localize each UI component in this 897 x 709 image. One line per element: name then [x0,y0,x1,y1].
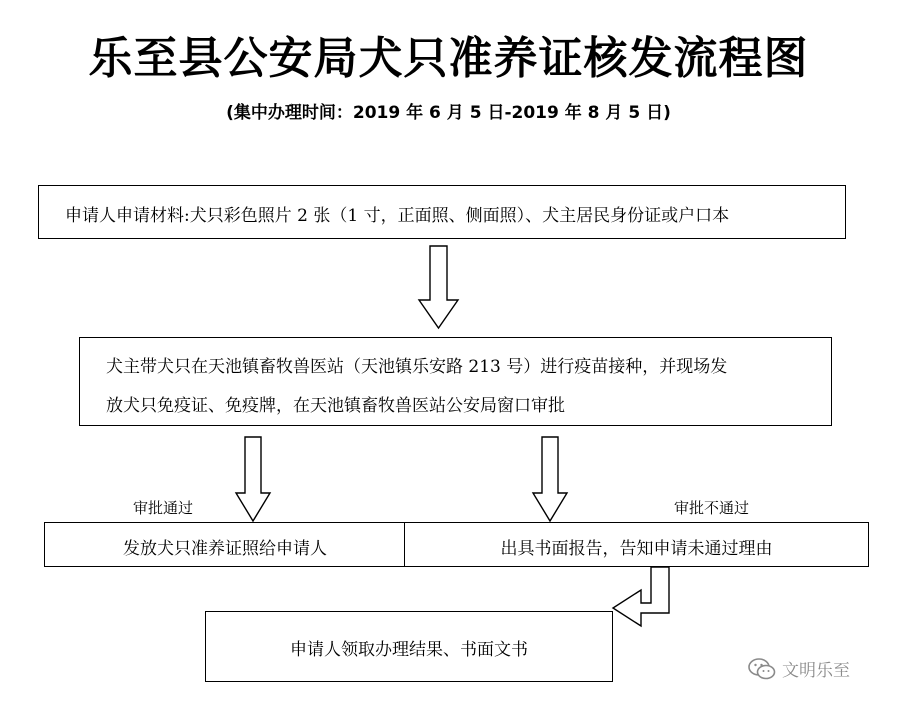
page-title: 乐至县公安局犬只准养证核发流程图 [88,33,809,84]
label-rejected: 审批不通过 [674,499,750,517]
arrow-rejected-to-collect [613,567,669,626]
watermark [748,656,850,681]
label-approved: 审批通过 [133,499,194,517]
watermark-text: 文明乐至 [782,661,850,681]
step-rejected-box [404,522,869,567]
page-subtitle: (集中办理时间：2019 年 6 月 5 日-2019 年 8 月 5 日) [226,103,671,123]
step-vaccinate-line2: 放犬只免疫证、免疫牌，在天池镇畜牧兽医站公安局窗口审批 [106,396,565,416]
step-approved-text: 发放犬只准养证照给申请人 [123,539,327,559]
step-vaccinate-line1: 犬主带犬只在天池镇畜牧兽医站（天池镇乐安路 213 号）进行疫苗接种，并现场发 [106,357,728,377]
step-collect-text: 申请人领取办理结果、书面文书 [290,640,528,660]
step-vaccinate-box [79,337,832,426]
arrow-to-rejected [533,437,567,521]
wechat-icon [748,657,776,681]
step-collect-box [205,611,613,682]
step-apply-text: 申请人申请材料:犬只彩色照片 2 张（1 寸，正面照、侧面照）、犬主居民身份证或户口本 [65,206,730,226]
arrow-to-approved [236,437,270,521]
step-rejected-text: 出具书面报告，告知申请未通过理由 [500,539,773,559]
step-approved-box [44,522,406,567]
arrow-apply-to-vaccinate [419,246,458,328]
step-vaccinate-text [106,348,821,426]
step-apply-box [38,185,846,239]
